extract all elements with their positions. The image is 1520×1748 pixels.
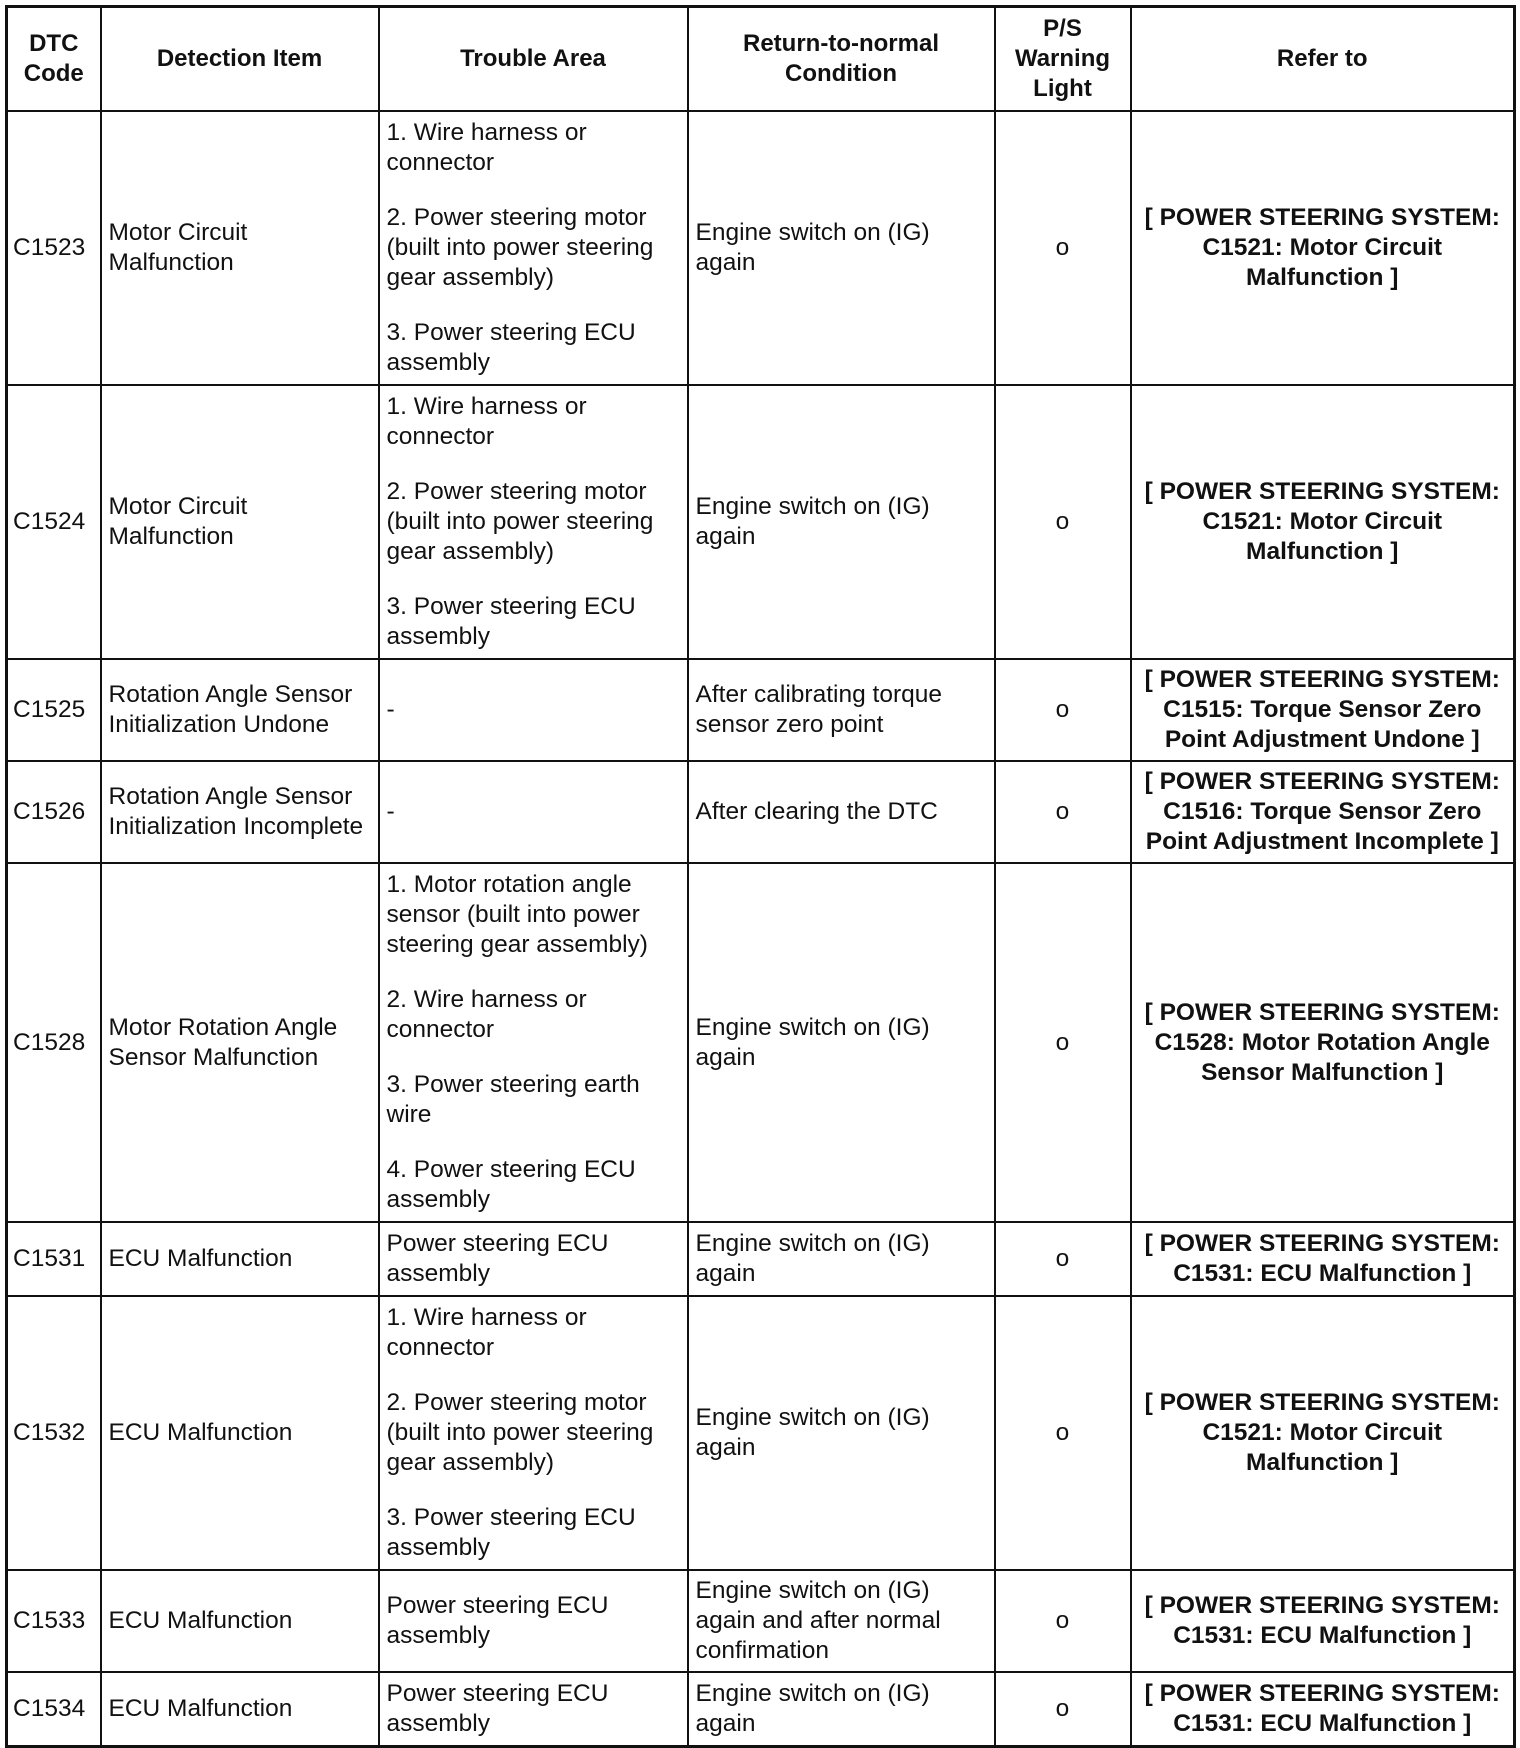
dtc-code-cell: C1525 (7, 659, 101, 761)
trouble-area-item: 4. Power steering ECU assembly (386, 1156, 636, 1213)
trouble-area-cell (379, 761, 688, 863)
detection-item-cell: ECU Malfunction (101, 1570, 379, 1672)
trouble-area-cell (379, 863, 688, 1222)
return-condition-cell: Engine switch on (IG) again (688, 863, 995, 1222)
dtc-code-cell: C1523 (7, 111, 101, 385)
return-condition-cell: Engine switch on (IG) again (688, 1672, 995, 1747)
return-condition-cell: Engine switch on (IG) again (688, 1222, 995, 1296)
trouble-area-item: 3. Power steering earth wire (386, 1071, 640, 1128)
detection-item-cell: ECU Malfunction (101, 1672, 379, 1747)
trouble-area-cell (379, 111, 688, 385)
dtc-code-cell: C1534 (7, 1672, 101, 1747)
warning-light-cell: o (995, 659, 1131, 761)
table-row (7, 385, 1515, 659)
trouble-area-item: 2. Power steering motor (built into power steering gear assembly) (386, 204, 654, 291)
trouble-area-cell (379, 1570, 688, 1672)
detection-item-cell: Motor Rotation Angle Sensor Malfunction (101, 863, 379, 1222)
warning-light-cell: o (995, 1570, 1131, 1672)
trouble-area-item: Power steering ECU assembly (386, 1230, 609, 1287)
header-detection-item: Detection Item (101, 7, 379, 112)
header-dtc-code: DTC Code (7, 7, 101, 112)
warning-light-cell: o (995, 1296, 1131, 1570)
table-row (7, 111, 1515, 385)
return-condition-cell: Engine switch on (IG) again (688, 385, 995, 659)
detection-item-cell: Rotation Angle Sensor Initialization Undone (101, 659, 379, 761)
dtc-code-cell: C1533 (7, 1570, 101, 1672)
warning-light-cell: o (995, 111, 1131, 385)
header-return-to-normal: Return-to-normal Condition (688, 7, 995, 112)
trouble-area-item: 2. Wire harness or connector (386, 986, 587, 1043)
dtc-code-cell: C1526 (7, 761, 101, 863)
table-row (7, 1296, 1515, 1570)
return-condition-cell: Engine switch on (IG) again (688, 1296, 995, 1570)
trouble-area-item: 2. Power steering motor (built into power steering gear assembly) (386, 478, 654, 565)
warning-light-cell: o (995, 761, 1131, 863)
return-condition-cell: Engine switch on (IG) again and after normal confirmation (688, 1570, 995, 1672)
trouble-area-item: Power steering ECU assembly (386, 1680, 609, 1737)
return-condition-cell: After clearing the DTC (688, 761, 995, 863)
refer-to-cell: [ POWER STEERING SYSTEM: C1521: Motor Circuit Malfunction ] (1131, 111, 1515, 385)
trouble-area-item: 3. Power steering ECU assembly (386, 593, 636, 650)
trouble-area-item: 2. Power steering motor (built into power steering gear assembly) (386, 1389, 654, 1476)
trouble-area-item: 1. Motor rotation angle sensor (built into power steering gear assembly) (386, 871, 648, 958)
dtc-code-cell: C1524 (7, 385, 101, 659)
table-row (7, 659, 1515, 761)
dtc-code-cell: C1528 (7, 863, 101, 1222)
refer-to-cell: [ POWER STEERING SYSTEM: C1515: Torque Sensor Zero Point Adjustment Undone ] (1131, 659, 1515, 761)
trouble-area-cell (379, 385, 688, 659)
refer-to-cell: [ POWER STEERING SYSTEM: C1531: ECU Malfunction ] (1131, 1570, 1515, 1672)
detection-item-cell: Rotation Angle Sensor Initialization Incomplete (101, 761, 379, 863)
trouble-area-item: 3. Power steering ECU assembly (386, 319, 636, 376)
trouble-area-item: 3. Power steering ECU assembly (386, 1504, 636, 1561)
table-body (7, 111, 1515, 1747)
refer-to-cell: [ POWER STEERING SYSTEM: C1521: Motor Circuit Malfunction ] (1131, 1296, 1515, 1570)
table-header-row (7, 7, 1515, 112)
detection-item-cell: Motor Circuit Malfunction (101, 385, 379, 659)
dtc-code-cell: C1532 (7, 1296, 101, 1570)
refer-to-cell: [ POWER STEERING SYSTEM: C1516: Torque Sensor Zero Point Adjustment Incomplete ] (1131, 761, 1515, 863)
trouble-area-item: 1. Wire harness or connector (386, 119, 587, 176)
trouble-area-cell (379, 1672, 688, 1747)
trouble-area-item: - (386, 798, 395, 825)
refer-to-cell: [ POWER STEERING SYSTEM: C1531: ECU Malfunction ] (1131, 1672, 1515, 1747)
header-refer-to: Refer to (1131, 7, 1515, 112)
dtc-table (5, 5, 1516, 1748)
warning-light-cell: o (995, 863, 1131, 1222)
refer-to-cell: [ POWER STEERING SYSTEM: C1531: ECU Malfunction ] (1131, 1222, 1515, 1296)
trouble-area-item: - (386, 696, 395, 723)
table-row (7, 863, 1515, 1222)
table-row (7, 1570, 1515, 1672)
refer-to-cell: [ POWER STEERING SYSTEM: C1521: Motor Circuit Malfunction ] (1131, 385, 1515, 659)
dtc-table-container (5, 5, 1516, 1748)
warning-light-cell: o (995, 1222, 1131, 1296)
detection-item-cell: Motor Circuit Malfunction (101, 111, 379, 385)
return-condition-cell: After calibrating torque sensor zero point (688, 659, 995, 761)
return-condition-cell: Engine switch on (IG) again (688, 111, 995, 385)
header-trouble-area: Trouble Area (379, 7, 688, 112)
table-row (7, 761, 1515, 863)
table-row (7, 1672, 1515, 1747)
trouble-area-cell (379, 1222, 688, 1296)
warning-light-cell: o (995, 385, 1131, 659)
trouble-area-item: 1. Wire harness or connector (386, 393, 587, 450)
trouble-area-cell (379, 1296, 688, 1570)
trouble-area-item: 1. Wire harness or connector (386, 1304, 587, 1361)
trouble-area-item: Power steering ECU assembly (386, 1592, 609, 1649)
trouble-area-cell (379, 659, 688, 761)
dtc-code-cell: C1531 (7, 1222, 101, 1296)
warning-light-cell: o (995, 1672, 1131, 1747)
detection-item-cell: ECU Malfunction (101, 1296, 379, 1570)
refer-to-cell: [ POWER STEERING SYSTEM: C1528: Motor Rotation Angle Sensor Malfunction ] (1131, 863, 1515, 1222)
detection-item-cell: ECU Malfunction (101, 1222, 379, 1296)
header-warning-light: P/S Warning Light (995, 7, 1131, 112)
table-row (7, 1222, 1515, 1296)
